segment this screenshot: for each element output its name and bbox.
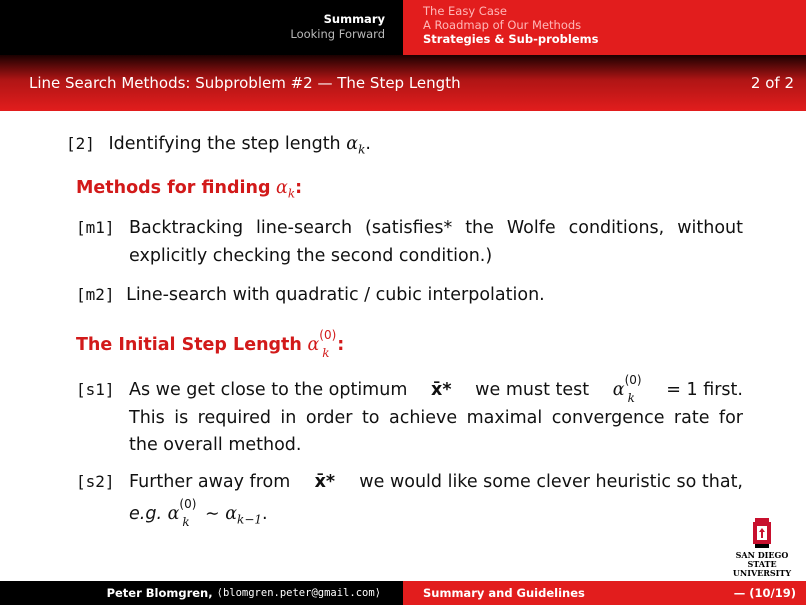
s1-superscript: (0) <box>624 373 642 387</box>
alpha-symbol: α <box>346 134 359 154</box>
m1-line1: Backtracking line-search (satisfies* the Wolfe conditions, without <box>129 218 743 238</box>
initial-subscript-k: k <box>322 346 330 360</box>
footer-page-number: — (10/19) <box>733 586 796 600</box>
m1-tag: [m1] <box>76 218 115 237</box>
s1-line1 <box>129 373 743 405</box>
s2-tag: [s2] <box>76 472 115 491</box>
s2-xbar: x̄* <box>314 472 336 492</box>
m2-tag: [m2] <box>76 285 115 304</box>
footer-author <box>0 581 403 605</box>
s1-line1-c: = 1 first. <box>666 380 743 400</box>
item-2-text: Identifying the step length <box>108 134 341 154</box>
nav-subsection-strategies[interactable]: Strategies & Sub-problems <box>423 32 599 46</box>
footer-section-title: Summary and Guidelines <box>423 586 585 600</box>
frame-title-bar <box>0 55 806 111</box>
item-s2 <box>76 471 115 493</box>
initial-step-heading: The Initial Step Length α (0) k : <box>76 334 344 356</box>
s1-subscript-k: k <box>627 391 635 405</box>
university-wordmark <box>722 551 802 578</box>
s2-subscript-k: k <box>182 515 190 529</box>
s2-alpha: α <box>167 504 180 524</box>
s2-end: . <box>262 504 268 524</box>
initial-heading-text: The Initial Step Length <box>76 335 302 355</box>
m1-line1-row <box>129 217 743 239</box>
s1-line2: This is required in order to achieve maximal convergence rate for <box>129 408 743 428</box>
university-logo <box>722 518 802 580</box>
university-seal-icon <box>753 518 771 548</box>
s1-line3: the overall method. <box>129 435 302 455</box>
logo-line1: SAN DIEGO STATE <box>735 550 789 569</box>
header-navigation <box>0 0 806 55</box>
nav-section-summary[interactable]: Summary <box>323 12 385 26</box>
nav-subsection-roadmap[interactable]: A Roadmap of Our Methods <box>423 18 582 32</box>
s2-superscript: (0) <box>179 497 197 511</box>
s2-sim: ∼ α <box>205 504 238 524</box>
s2-line1-a: Further away from <box>129 472 291 492</box>
footer-author-name: Peter Blomgren, <box>106 586 213 600</box>
nav-subsection-easy-case[interactable]: The Easy Case <box>423 4 507 18</box>
s2-line2 <box>129 497 268 531</box>
s1-alpha: α <box>612 380 625 400</box>
section-nav <box>0 0 403 55</box>
s1-line1-b: we must test <box>475 380 590 400</box>
s2-subscript-km1: k−1 <box>237 512 263 527</box>
footer-email[interactable]: ⟨blomgren.peter@gmail.com⟩ <box>216 587 381 599</box>
methods-alpha: α <box>276 178 288 198</box>
logo-line2: UNIVERSITY <box>732 568 792 578</box>
methods-heading: Methods for finding $\alpha_k$: <box>76 178 303 201</box>
initial-superscript: (0) <box>319 328 337 342</box>
s1-tag: [s1] <box>76 380 115 399</box>
frame-title: Line Search Methods: Subproblem #2 — The Step Length <box>29 74 461 92</box>
method-m1 <box>76 217 115 239</box>
item-2-tag: [2] <box>66 134 95 153</box>
frame-page-indicator: 2 of 2 <box>750 74 794 92</box>
footer-section <box>403 581 806 605</box>
methods-subscript-k: k <box>287 186 296 201</box>
s2-line1 <box>129 471 743 493</box>
subscript-k: k <box>358 142 366 157</box>
item-2: [2] Identifying the step length $\alpha_k$. <box>66 134 371 157</box>
subsection-nav <box>403 0 806 55</box>
s2-eg: e.g. <box>129 504 163 524</box>
m1-line2: explicitly checking the second condition.) <box>129 246 493 266</box>
initial-alpha: α <box>307 335 320 355</box>
item-s1 <box>76 379 115 401</box>
s1-xbar: x̄* <box>431 380 452 400</box>
nav-section-looking-forward[interactable]: Looking Forward <box>290 27 385 41</box>
m2-text: Line-search with quadratic / cubic interpolation. <box>126 285 545 305</box>
slide-content <box>0 111 806 581</box>
methods-heading-text: Methods for finding <box>76 178 271 198</box>
s2-line1-b: we would like some clever heuristic so that, <box>359 472 743 492</box>
s1-line2-row <box>129 407 743 429</box>
s1-line1-a: As we get close to the optimum <box>129 380 408 400</box>
method-m2 <box>76 284 545 306</box>
footer <box>0 581 806 605</box>
